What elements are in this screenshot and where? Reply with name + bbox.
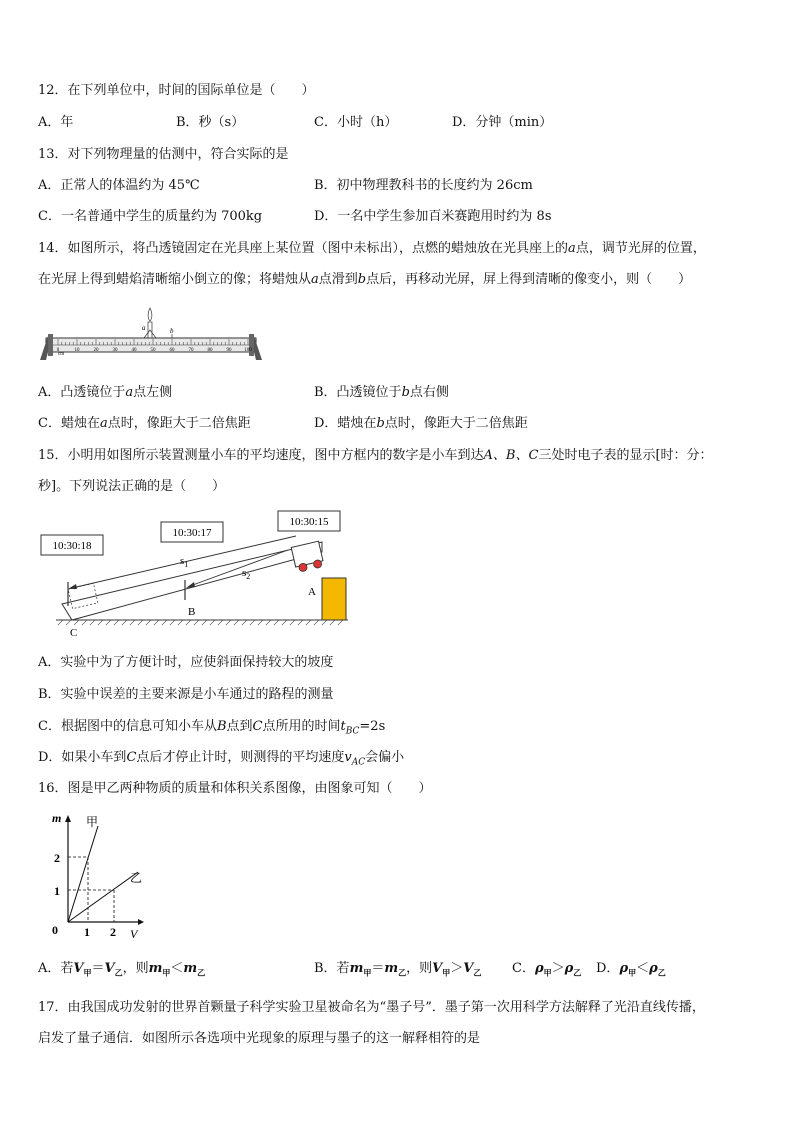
q14-stem-line2: 在光屏上得到蜡焰清晰缩小倒立的像；将蜡烛从a点滑到b点后，再移动光屏，屏上得到清晰的像变小，则（ ） [38,272,692,287]
bench-tick-label: 0 [56,348,60,353]
x-axis-label: V [130,927,138,941]
q13-stem: 13．对下列物理量的估测中，符合实际的是 [38,147,289,162]
ground-hatching [58,620,343,625]
incline-figure [36,508,356,640]
q16-stem: 16．图是甲乙两种物质的质量和体积关系图像，由图象可知（ ） [38,781,432,796]
q14-option-d: D．蜡烛在b点时，像距大于二倍焦距 [314,416,528,431]
q14-option-c: C．蜡烛在a点时，像距大于二倍焦距 [38,416,251,431]
q12-option-a: A．年 [38,115,74,130]
timer-b-text: 10:30:17 [172,527,212,539]
x-tick-2: 2 [110,925,116,939]
q13-option-c: C．一名普通中学生的质量约为 700kg [38,209,263,224]
timer-c-text: 10:30:18 [52,540,92,552]
q12-option-c: C．小时（h） [314,115,398,130]
series-yi-label: 乙 [130,871,143,885]
q12-option-b: B．秒（s） [176,115,245,130]
bench-tick-label: 40 [131,348,137,353]
label-b: B [188,606,196,618]
series-jia-line [68,826,98,922]
origin-label: 0 [52,923,58,937]
series-jia-label: 甲 [86,815,99,829]
q15-option-c: C．根据图中的信息可知小车从B点到C点所用的时间$t_{BC}=2s$ [38,719,386,737]
cart [291,541,324,573]
q16-option-d: D．$\rho_甲<\rho_乙$ [596,961,666,978]
q16-option-c: C．$\rho_甲>\rho_乙$ [512,961,582,978]
label-a: A [308,586,316,598]
optical-bench-figure [38,300,264,368]
q13-option-b: B．初中物理教科书的长度约为 26cm [314,178,533,193]
candle-flame-icon [148,308,152,321]
bench-tick-label: 10 [74,348,80,353]
bench-tick-label: 80 [207,348,213,353]
y-tick-1: 1 [54,884,60,898]
q15-stem-line2: 秒]。下列说法正确的是（ ） [38,479,226,494]
y-tick-2: 2 [54,851,60,865]
support-block [322,578,346,620]
q13-option-a: A．正常人的体温约为 45℃ [38,178,200,193]
s2-label: $s_2$ [242,567,251,581]
bench-tick-label: 20 [93,348,99,353]
q14-option-a: A．凸透镜位于a点左侧 [38,385,173,400]
q15-option-a: A．实验中为了方便计时，应使斜面保持较大的坡度 [38,655,334,670]
bench-label-b: b [170,327,174,335]
q15-stem-line1: 15．小明用如图所示装置测量小车的平均速度，图中方框内的数字是小车到达A、B、C三处时电子表的显示[时：分： [38,448,713,463]
timer-a-text: 10:30:15 [289,516,329,528]
q17-stem-line2: 启发了量子通信．如图所示各选项中光现象的原理与墨子的这一解释相符的是 [38,1031,481,1046]
q14-option-b: B．凸透镜位于b点右侧 [314,385,449,400]
bench-tick-label: 100 [244,348,252,353]
s2-arrow [190,550,288,586]
bench-tick-label: 50 [150,348,156,353]
label-c: C [70,627,78,639]
q12-option-d: D．分钟（min） [452,115,553,130]
s1-label: $s_1$ [180,555,189,569]
bench-tick-label: 90 [226,348,232,353]
y-axis-label: m [52,811,62,825]
q12-stem: 12．在下列单位中，时间的国际单位是（ ） [38,83,315,98]
bench-label-a: a [142,324,146,332]
q15-option-b: B．实验中误差的主要来源是小车通过的路程的测量 [38,687,334,702]
series-yi-line [68,872,138,922]
bench-tick-label: 70 [188,348,194,353]
q15-option-d: D．如果小车到C点后才停止计时，则测得的平均速度$v_{AC}$会偏小 [38,750,405,768]
x-axis-arrow-icon [138,919,144,925]
q17-stem-line1: 17．由我国成功发射的世界首颗量子科学实验卫星被命名为“墨子号”．墨子第一次用科学方法解释了光沿直线传播， [38,1000,705,1015]
mass-volume-graph [44,810,152,942]
bench-tick-label: 30 [112,348,118,353]
bench-tick-label: 60 [169,348,175,353]
x-tick-1: 1 [84,925,90,939]
q13-option-d: D．一名中学生参加百米赛跑用时约为 8s [314,209,552,224]
y-axis-arrow-icon [65,815,71,822]
bench-unit-label: cm [58,352,65,357]
q16-option-b: B．若$m_甲=m_乙$，则$V_甲>V_乙$ [314,961,482,978]
q14-stem-line1: 14．如图所示，将凸透镜固定在光具座上某位置（图中未标出），点燃的蜡烛放在光具座上的a点，调节光屏的位置， [38,241,706,256]
q16-option-a: A．若$V_甲=V_乙$，则$m_甲<m_乙$ [38,961,206,978]
